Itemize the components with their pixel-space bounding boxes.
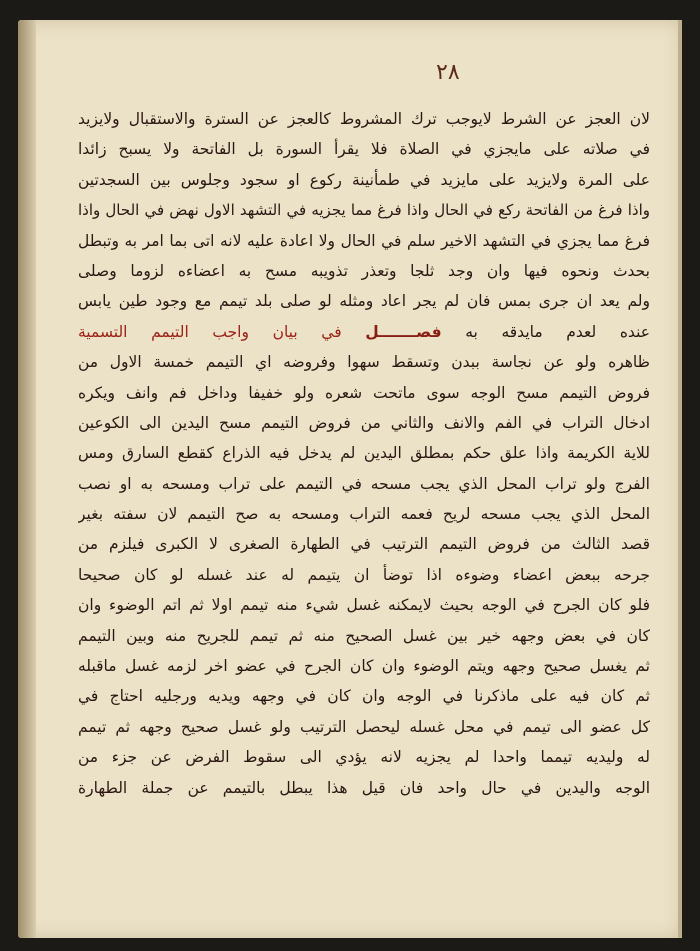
text-line: الوجه واليدين في حال واحد فان قيل هذا يبطل بالتيمم عن جملة الطهارة bbox=[78, 778, 650, 797]
text-line: ولم يعد ان جرى بمس فان لم يجر اعاد ومثله لو صلى بلد تيمم مع وجود طين يابس bbox=[78, 292, 650, 311]
text-line: على المرة ولايزيد على مايزيد في طمأنينة ركوع او سجود وجلوس بين السجدتين bbox=[78, 170, 650, 189]
text-line: واذا فرغ من الفاتحة ركع في الحال واذا فرغ مما يجزيه في التشهد الاول نهض في الحال واذا bbox=[78, 201, 650, 220]
text-line: المحل الذي يجب مسحه لريح فعمه التراب ومسحه به صح التيمم لان سفته بغير bbox=[78, 505, 650, 524]
text-line: فلو كان الجرح في الوجه بحيث لايمكنه غسل شيء منه تيمم اولا ثم اتم الوضوء وان bbox=[78, 596, 650, 615]
text-line: عنده لعدم مايدقه به فصـــــــل في بيان واجب التيمم التسمية bbox=[78, 322, 650, 341]
binding-gutter bbox=[18, 20, 36, 938]
text-line: بحدث ونحوه فيها وان وجد ثلجا وتعذر تذويبه مسح به اعضاءه لزوما وصلى bbox=[78, 261, 650, 280]
text-line: في صلاته على مايجزي في الصلاة فلا يقرأ السورة بل الفاتحة ولا يسبح زائدا bbox=[78, 140, 650, 159]
text-line: كان في بعض وجهه خير بين غسل الصحيح منه ثم تيمم للجريح منه وبين التيمم bbox=[78, 626, 650, 645]
folio-number: ٢٨ bbox=[436, 60, 460, 85]
text-line: كل عضو الى تيمم في محل غسله ليحصل الترتيب ولو غسل صحيح وجهه ثم تيمم bbox=[78, 717, 650, 736]
text-line: ثم يغسل صحيح وجهه ويتم الوضوء وان كان الجرح في عضو اخر لزمه غسل ماقبله bbox=[78, 657, 650, 676]
text-line: له وليديه تيمما واحدا لم يجزيه لانه يؤدي الى سقوط الفرض عن جزء من bbox=[78, 748, 650, 767]
text-line: ظاهره ولو عن نجاسة ببدن وتسقط سهوا وفروضه اي التيمم خمسة الاول من bbox=[78, 353, 650, 372]
text-line: ثم كان فيه على ماذكرنا في الوجه وان كان في وجهه ويديه ورجليه احتاج في bbox=[78, 687, 650, 706]
text-line: فروض التيمم مسح الوجه سوى ماتحت شعره ولو خفيفا وداخل فم وانف ويكره bbox=[78, 383, 650, 402]
text-line: قصد الثالث من فروض التيمم الترتيب في الطهارة الصغرى لا الكبرى فيلزم من bbox=[78, 535, 650, 554]
section-heading: فصـــــــل bbox=[365, 322, 442, 341]
text-block bbox=[78, 104, 650, 803]
text-line: الفرج ولو تراب المحل الذي يجب مسحه في التيمم على تراب ومسحه به او نصب bbox=[78, 474, 650, 493]
page-edge bbox=[678, 20, 682, 938]
text-line: ادخال التراب في الفم والانف والثاني من فروض التيمم مسح اليدين الى الكوعين bbox=[78, 413, 650, 432]
text-line: فرغ مما يجزي في التشهد الاخير سلم في الحال ولا اعادة عليه لانه اتى بما امر به وتبطل bbox=[78, 231, 650, 250]
text-line: لان العجز عن الشرط لايوجب ترك المشروط كالعجز عن السترة والاستقبال ولايزيد bbox=[78, 110, 650, 128]
text-line: للاية الكريمة واذا علق حكم بمطلق اليدين لم يدخل فيه الذراع كقطع السارق ومس bbox=[78, 444, 650, 463]
text-line: جرحه ببعض اعضاء وضوءه اذا توضأ ان يتيمم له عند غسله لو كان صحيحا bbox=[78, 565, 650, 584]
manuscript-page bbox=[18, 20, 682, 938]
